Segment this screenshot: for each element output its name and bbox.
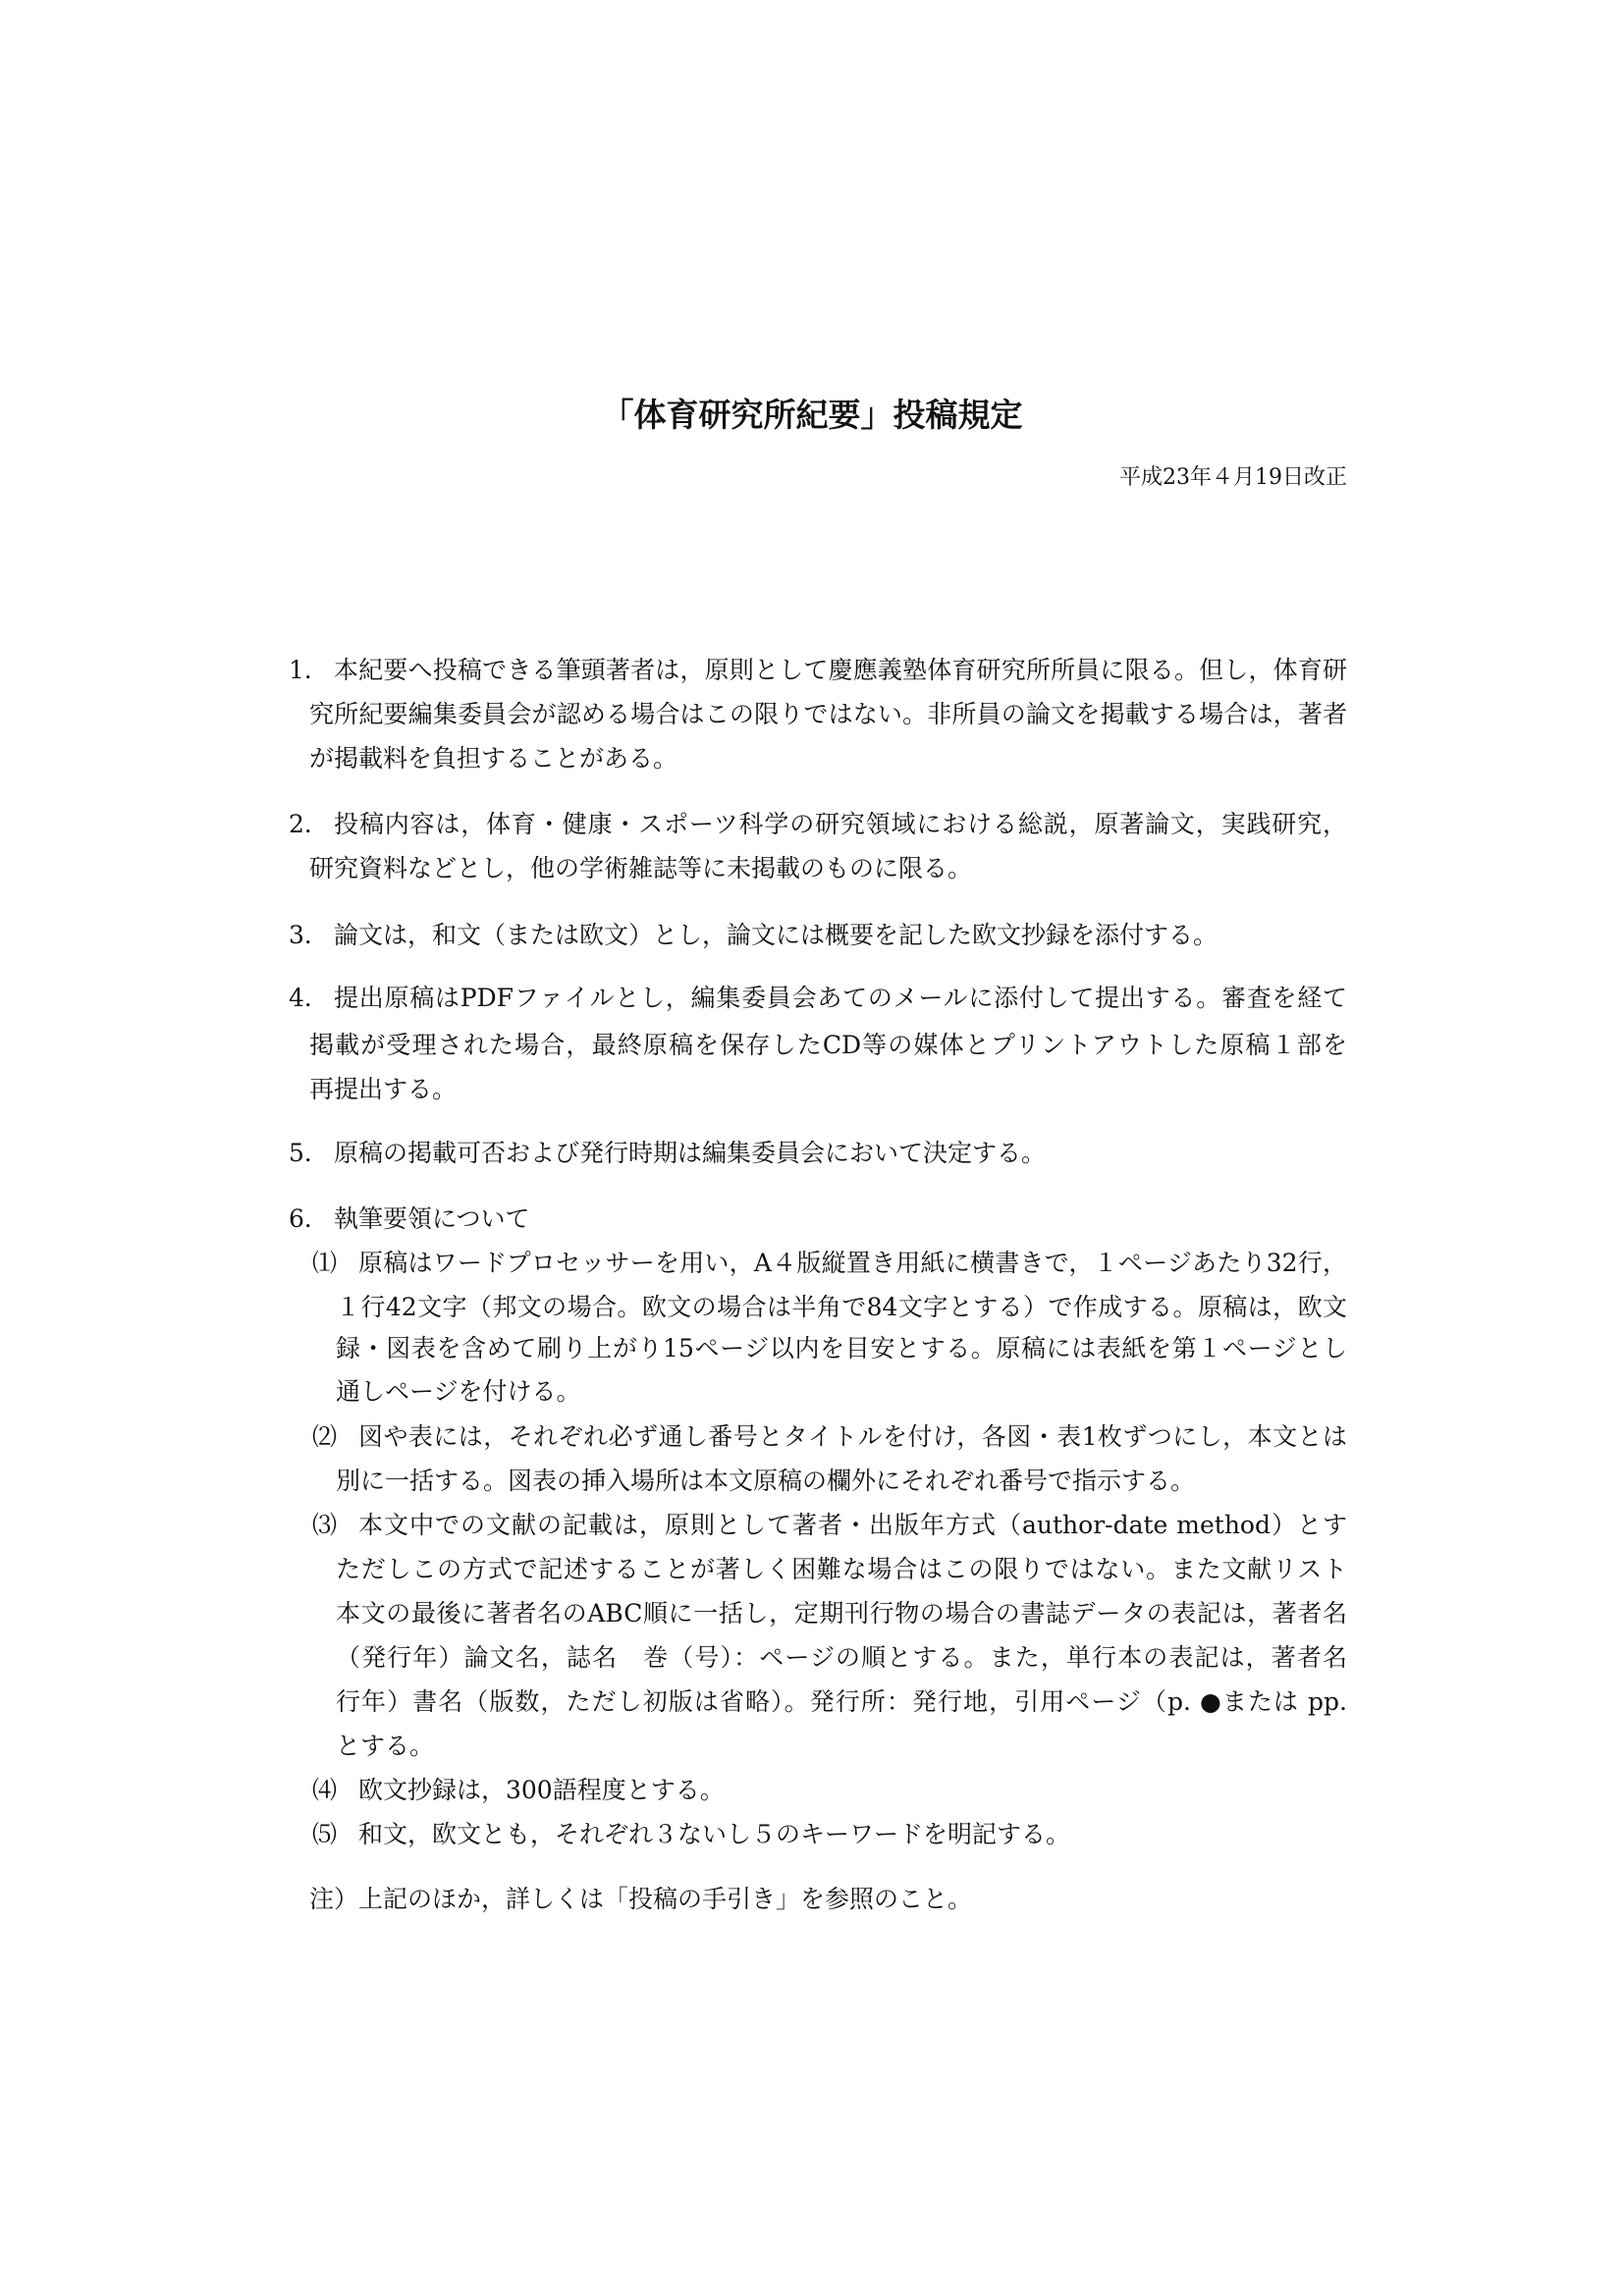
subitem-line: 和文，欧文とも，それぞれ３ないし５のキーワードを明記する。: [358, 1820, 1071, 1848]
note: 注）上記のほか，詳しくは「投稿の手引き」を参照のこと。: [309, 1885, 973, 1913]
item-number: 4．: [289, 984, 329, 1012]
subitem-line: とする。: [336, 1732, 435, 1760]
item-line: 論文は，和文（または欧文）とし，論文には概要を記した欧文抄録を添付する。: [334, 921, 1218, 949]
item-line: 再提出する。: [309, 1075, 458, 1103]
item-number: 6．: [289, 1204, 329, 1233]
subitem-line: １行42文字（邦文の場合。欧文の場合は半角で84文字とする）で作成する。原稿は，欧文: [336, 1293, 1347, 1321]
page-title: 「体育研究所紀要」投稿規定: [601, 396, 1023, 434]
item-line: が掲載料を負担することがある。: [309, 744, 678, 773]
subitem-line: 本文中での文献の記載は，原則として著者・出版年方式（author-date method）とす: [358, 1511, 1347, 1539]
item-number: 5．: [289, 1139, 329, 1167]
item-line: 究所紀要編集委員会が認める場合はこの限りではない。非所員の論文を掲載する場合は，著者: [309, 700, 1347, 728]
revision-date: 平成23年４月19日改正: [1119, 465, 1347, 490]
item-line: 本紀要へ投稿できる筆頭著者は，原則として慶應義塾体育研究所所員に限る。但し，体育研: [334, 656, 1347, 684]
subitem-number: ⑴: [312, 1249, 338, 1277]
item-line: 投稿内容は，体育・健康・スポーツ科学の研究領域における総説，原著論文，実践研究，: [334, 810, 1347, 838]
subitem-line: 行年）書名（版数，ただし初版は省略）。発行所：発行地，引用ページ（p. ●または pp.: [336, 1687, 1347, 1716]
subitem-number: ⑷: [312, 1776, 338, 1804]
subitem-number: ⑶: [312, 1511, 338, 1539]
item-number: 3．: [289, 921, 329, 949]
item-number: 2．: [289, 810, 329, 838]
subitem-line: 欧文抄録は，300語程度とする。: [358, 1776, 725, 1804]
subitem-line: ただしこの方式で記述することが著しく困難な場合はこの限りではない。また文献リスト: [336, 1555, 1347, 1583]
item-line: 提出原稿はPDFファイルとし，編集委員会あてのメールに添付して提出する。審査を経て: [334, 984, 1347, 1012]
subitem-line: 録・図表を含めて刷り上がり15ページ以内を目安とする。原稿には表紙を第１ページとし: [336, 1334, 1347, 1362]
subitem-line: 通しページを付ける。: [336, 1377, 581, 1406]
item-line: 原稿の掲載可否および発行時期は編集委員会において決定する。: [334, 1139, 1047, 1167]
item-line: 研究資料などとし，他の学術雑誌等に未掲載のものに限る。: [309, 854, 973, 882]
subitem-line: 原稿はワードプロセッサーを用い，A４版縦置き用紙に横書きで，１ページあたり32行，: [358, 1249, 1347, 1277]
item-number: 1．: [289, 656, 329, 684]
subitem-line: 本文の最後に著者名のABC順に一括し，定期刊行物の場合の書誌データの表記は，著者名: [336, 1599, 1347, 1628]
subitem-line: （発行年）論文名，誌名 巻（号）：ページの順とする。また，単行本の表記は，著者名: [336, 1643, 1347, 1672]
subitem-line: 図や表には，それぞれ必ず通し番号とタイトルを付け，各図・表1枚ずつにし，本文とは: [358, 1422, 1347, 1451]
subitem-number: ⑸: [312, 1820, 338, 1848]
subitem-line: 別に一括する。図表の挿入場所は本文原稿の欄外にそれぞれ番号で指示する。: [336, 1467, 1196, 1495]
subitem-number: ⑵: [312, 1422, 338, 1451]
item-line: 執筆要領について: [334, 1204, 530, 1233]
item-line: 掲載が受理された場合，最終原稿を保存したCD等の媒体とプリントアウトした原稿１部を: [309, 1031, 1347, 1059]
